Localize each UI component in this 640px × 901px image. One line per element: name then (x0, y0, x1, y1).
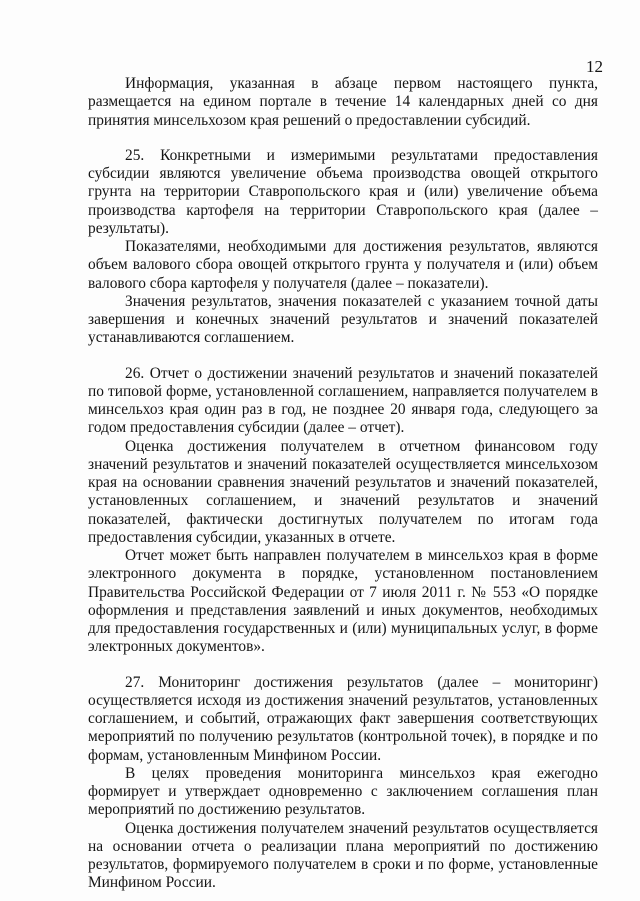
paragraph-indicators: Показателями, необходимыми для достижения результатов, являются объем валового сбора овощей открытого грунта у получателя и (или) объем валового сбора картофеля у получателя (далее – показатели). (88, 238, 598, 292)
paragraph-values-agreement: Значения результатов, значения показателей с указанием точной даты завершения и конечных значений результатов и значений показателей устанавливаются соглашением. (88, 292, 598, 347)
paragraph-item-26: 26. Отчет о достижении значений результатов и значений показателей по типовой форме, установленной соглашением, направляется получателем в минсельхоз края один раз в год, не позднее 20 января года, следующего за годом предоставления субсидии (далее – отчет). (88, 364, 598, 437)
paragraph-item-25: 25. Конкретными и измеримыми результатами предоставления субсидии являются увеличение объема производства овощей открытого грунта на территории Ставропольского края и (или) увеличение объема производства картофеля на территории Ставропольского края (далее – результаты). (88, 146, 598, 237)
document-body (88, 75, 598, 893)
paragraph-monitoring-assessment: Оценка достижения получателем значений результатов осуществляется на основании отчета о реализации плана мероприятий по достижению результатов, формируемого получателем в сроки и по форме, установленные Минфином России. (88, 819, 598, 892)
page-number: 12 (586, 57, 603, 76)
paragraph-assessment: Оценка достижения получателем в отчетном финансовом году значений результатов и значений показателей осуществляется минсельхозом края на основании сравнения значений результатов и значений показателей, установленных соглашением, и значений результатов и значений показателей, фактически достигнутых получателем по итогам года предоставления субсидии, указанных в отчете. (88, 437, 598, 546)
paragraph-monitoring-plan: В целях проведения мониторинга минсельхоз края ежегодно формирует и утверждает одновременно с заключением соглашения план мероприятий по достижению результатов. (88, 764, 598, 819)
paragraph-electronic-report: Отчет может быть направлен получателем в минсельхоз края в форме электронного документа в порядке, установленном постановлением Правительства Российской Федерации от 7 июля 2011 г. № 553 «О порядке оформления и представления заявлений и иных документов, необходимых для предоставления государственных и (или) муниципальных услуг, в форме электронных документов». (88, 547, 598, 656)
paragraph-item-27: 27. Мониторинг достижения результатов (далее – мониторинг) осуществляется исходя из достижения значений результатов, установленных соглашением, и событий, отражающих факт завершения соответствующих мероприятий по получению результатов (контрольной точек), в порядке и по формам, установленным Минфином России. (88, 673, 598, 764)
paragraph-portal-info: Информация, указанная в абзаце первом настоящего пункта, размещается на едином портале в течение 14 календарных дней со дня принятия минсельхозом края решений о предоставлении субсидий. (88, 75, 598, 129)
